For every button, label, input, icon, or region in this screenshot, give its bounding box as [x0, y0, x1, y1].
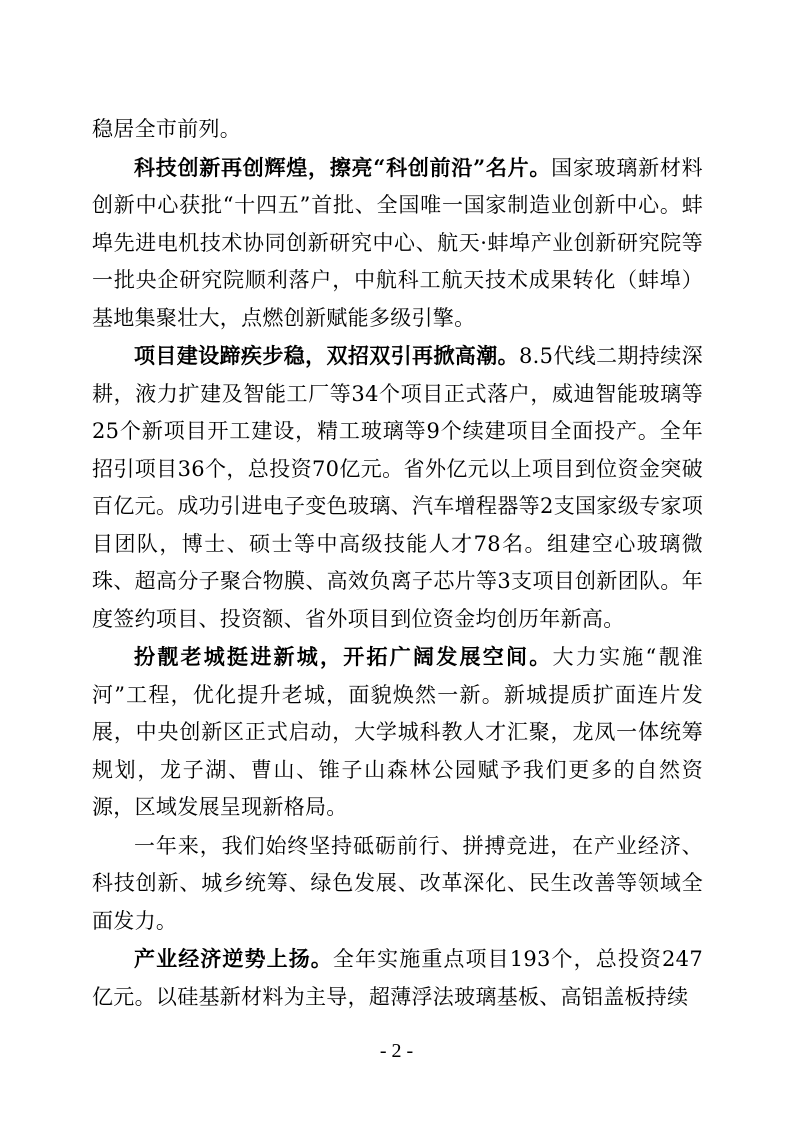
paragraph-industrial-economy-lead: 产业经济逆势上扬。	[134, 946, 333, 971]
paragraph-old-new-city-lead: 扮靓老城挺进新城，开拓广阔发展空间。	[134, 644, 553, 669]
paragraph-project-construction-lead: 项目建设蹄疾步稳，双招双引再掀高潮。	[134, 343, 519, 368]
paragraph-project-construction-body: 8.5代线二期持续深耕，液力扩建及智能工厂等34个项目正式落户，威迪智能玻璃等25个新项目开工建设，精工玻璃等9个续建项目全面投产。全年招引项目36个，总投资70亿元。省外亿元以上项目到位资金突破百亿元。成功引进电子变色玻璃、汽车增程器等2支国家级专家项目团队，博士、硕士等中高级技能人才78名。组建空心玻璃微珠、超高分子聚合物膜、高效负离子芯片等3支项目创新团队。年度签约项目、投资额、省外项目到位资金均创历年新高。	[92, 344, 703, 631]
paragraph-year-summary	[92, 827, 703, 941]
paragraph-1	[92, 110, 703, 149]
paragraph-old-new-city	[92, 638, 703, 827]
paragraph-tech-innovation-lead: 科技创新再创辉煌，擦亮“科创前沿”名片。	[134, 154, 552, 180]
paragraph-project-construction	[92, 337, 703, 638]
document-body	[92, 110, 703, 1016]
paragraph-tech-innovation-body: 国家玻璃新材料创新中心获批“十四五”首批、全国唯一国家制造业创新中心。蚌埠先进电机技术协同创新研究中心、航天·蚌埠产业创新研究院等一批央企研究院顺利落户，中航科工航天技术成果转化（蚌埠）基地集聚壮大，点燃创新赋能多级引擎。	[92, 155, 703, 330]
page-number: - 2 -	[379, 1040, 414, 1062]
paragraph-industrial-economy-body: 全年实施重点项目193个，总投资247亿元。以硅基新材料为主导，超薄浮法玻璃基板、高铝盖板持续	[92, 947, 703, 1009]
paragraph-industrial-economy	[92, 940, 703, 1016]
paragraph-year-summary-body: 一年来，我们始终坚持砥砺前行、拼搏竞进，在产业经济、科技创新、城乡统筹、绿色发展、改革深化、民生改善等领域全面发力。	[92, 833, 703, 933]
paragraph-old-new-city-body: 大力实施“靓淮河”工程，优化提升老城，面貌焕然一新。新城提质扩面连片发展，中央创新区正式启动，大学城科教人才汇聚，龙凤一体统筹规划，龙子湖、曹山、锥子山森林公园赋予我们更多的自然资源，区域发展呈现新格局。	[92, 645, 703, 819]
paragraph-1-body: 稳居全市前列。	[92, 117, 242, 141]
paragraph-tech-innovation	[92, 149, 703, 338]
